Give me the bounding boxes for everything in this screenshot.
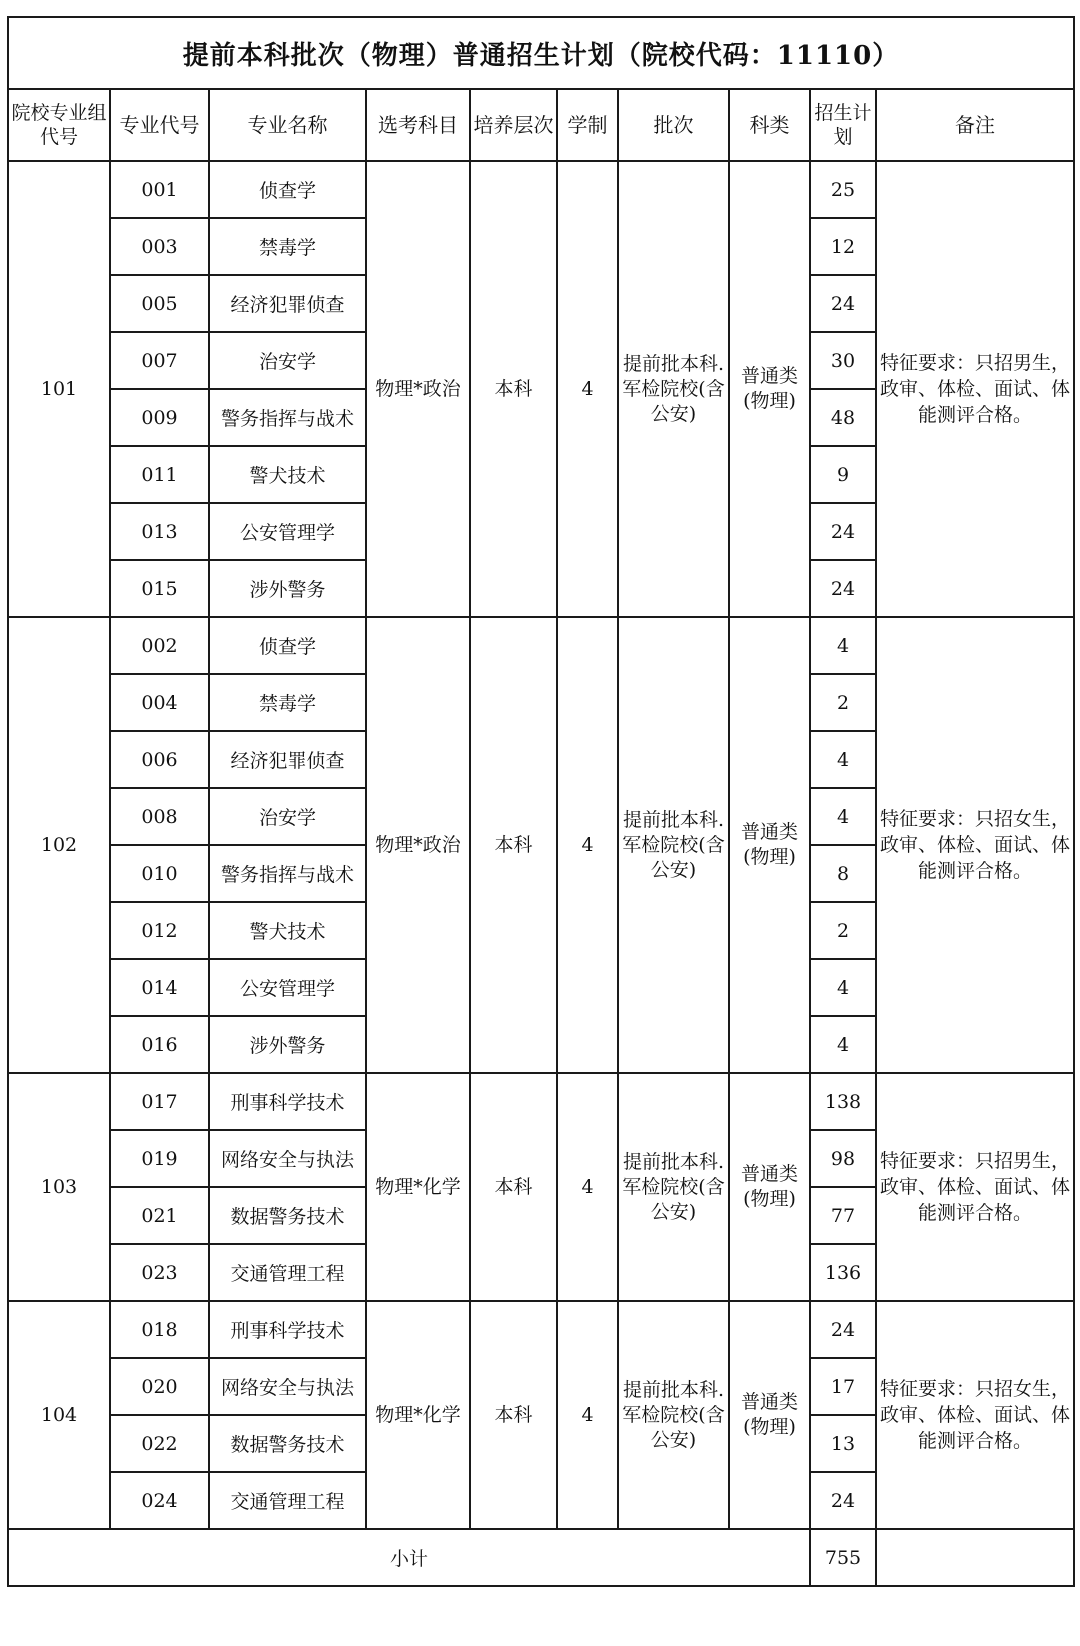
major-code-cell: 006: [110, 731, 209, 788]
major-code-cell: 004: [110, 674, 209, 731]
subtotal-row: [8, 1529, 1074, 1586]
subtotal-value: 755: [810, 1529, 876, 1586]
major-code-cell: 020: [110, 1358, 209, 1415]
header-major-name: 专业名称: [209, 89, 366, 161]
plan-cell: 24: [810, 275, 876, 332]
header-row: [8, 89, 1074, 161]
major-code-cell: 014: [110, 959, 209, 1016]
category-cell: 普通类(物理): [729, 1073, 810, 1301]
level-cell: 本科: [470, 161, 557, 617]
major-name-cell: 交通管理工程: [209, 1472, 366, 1529]
major-name-cell: 警务指挥与战术: [209, 845, 366, 902]
table-row: [8, 161, 1074, 218]
major-code-cell: 009: [110, 389, 209, 446]
remark-cell: 特征要求：只招男生，政审、体检、面试、体能测评合格。: [876, 161, 1074, 617]
major-name-cell: 公安管理学: [209, 503, 366, 560]
group-code-cell: 103: [8, 1073, 110, 1301]
plan-cell: 30: [810, 332, 876, 389]
plan-cell: 24: [810, 1472, 876, 1529]
major-name-cell: 网络安全与执法: [209, 1358, 366, 1415]
batch-cell: 提前批本科.军检院校(含公安): [618, 617, 729, 1073]
plan-cell: 9: [810, 446, 876, 503]
subtotal-remark-empty: [876, 1529, 1074, 1586]
major-name-cell: 治安学: [209, 332, 366, 389]
major-name-cell: 涉外警务: [209, 560, 366, 617]
major-code-cell: 015: [110, 560, 209, 617]
major-code-cell: 023: [110, 1244, 209, 1301]
level-cell: 本科: [470, 1073, 557, 1301]
table-row: [8, 617, 1074, 674]
major-code-cell: 012: [110, 902, 209, 959]
subjects-cell: 物理*化学: [366, 1301, 470, 1529]
remark-cell: 特征要求：只招女生，政审、体检、面试、体能测评合格。: [876, 617, 1074, 1073]
plan-cell: 2: [810, 902, 876, 959]
plan-cell: 24: [810, 1301, 876, 1358]
major-code-cell: 024: [110, 1472, 209, 1529]
subjects-cell: 物理*政治: [366, 161, 470, 617]
major-name-cell: 警犬技术: [209, 902, 366, 959]
enrollment-plan-sheet: [7, 16, 1073, 1587]
major-name-cell: 警务指挥与战术: [209, 389, 366, 446]
header-subjects: 选考科目: [366, 89, 470, 161]
header-plan: 招生计划: [810, 89, 876, 161]
major-code-cell: 005: [110, 275, 209, 332]
major-name-cell: 数据警务技术: [209, 1415, 366, 1472]
major-code-cell: 019: [110, 1130, 209, 1187]
major-name-cell: 经济犯罪侦查: [209, 275, 366, 332]
table-row: [8, 1073, 1074, 1130]
plan-cell: 24: [810, 503, 876, 560]
major-name-cell: 公安管理学: [209, 959, 366, 1016]
header-batch: 批次: [618, 89, 729, 161]
plan-cell: 48: [810, 389, 876, 446]
major-code-cell: 011: [110, 446, 209, 503]
major-name-cell: 交通管理工程: [209, 1244, 366, 1301]
major-code-cell: 017: [110, 1073, 209, 1130]
major-code-cell: 018: [110, 1301, 209, 1358]
subjects-cell: 物理*化学: [366, 1073, 470, 1301]
plan-cell: 4: [810, 959, 876, 1016]
major-code-cell: 001: [110, 161, 209, 218]
group-code-cell: 104: [8, 1301, 110, 1529]
major-name-cell: 经济犯罪侦查: [209, 731, 366, 788]
plan-cell: 25: [810, 161, 876, 218]
header-level: 培养层次: [470, 89, 557, 161]
plan-cell: 24: [810, 560, 876, 617]
major-code-cell: 008: [110, 788, 209, 845]
header-remark: 备注: [876, 89, 1074, 161]
major-name-cell: 禁毒学: [209, 674, 366, 731]
major-name-cell: 涉外警务: [209, 1016, 366, 1073]
header-category: 科类: [729, 89, 810, 161]
remark-cell: 特征要求：只招女生，政审、体检、面试、体能测评合格。: [876, 1301, 1074, 1529]
plan-cell: 136: [810, 1244, 876, 1301]
years-cell: 4: [557, 1301, 618, 1529]
major-name-cell: 警犬技术: [209, 446, 366, 503]
remark-cell: 特征要求：只招男生，政审、体检、面试、体能测评合格。: [876, 1073, 1074, 1301]
plan-cell: 12: [810, 218, 876, 275]
major-code-cell: 022: [110, 1415, 209, 1472]
header-years: 学制: [557, 89, 618, 161]
years-cell: 4: [557, 161, 618, 617]
major-name-cell: 治安学: [209, 788, 366, 845]
category-cell: 普通类(物理): [729, 1301, 810, 1529]
plan-cell: 77: [810, 1187, 876, 1244]
category-cell: 普通类(物理): [729, 617, 810, 1073]
group-code-cell: 101: [8, 161, 110, 617]
major-code-cell: 002: [110, 617, 209, 674]
plan-cell: 4: [810, 788, 876, 845]
plan-cell: 4: [810, 731, 876, 788]
major-name-cell: 刑事科学技术: [209, 1301, 366, 1358]
plan-cell: 138: [810, 1073, 876, 1130]
major-code-cell: 016: [110, 1016, 209, 1073]
plan-cell: 4: [810, 1016, 876, 1073]
major-name-cell: 网络安全与执法: [209, 1130, 366, 1187]
subjects-cell: 物理*政治: [366, 617, 470, 1073]
major-name-cell: 侦查学: [209, 161, 366, 218]
category-cell: 普通类(物理): [729, 161, 810, 617]
major-code-cell: 010: [110, 845, 209, 902]
years-cell: 4: [557, 617, 618, 1073]
plan-cell: 17: [810, 1358, 876, 1415]
batch-cell: 提前批本科.军检院校(含公安): [618, 1073, 729, 1301]
major-name-cell: 禁毒学: [209, 218, 366, 275]
major-name-cell: 数据警务技术: [209, 1187, 366, 1244]
plan-cell: 13: [810, 1415, 876, 1472]
table-row: [8, 1301, 1074, 1358]
plan-cell: 2: [810, 674, 876, 731]
major-code-cell: 003: [110, 218, 209, 275]
major-name-cell: 侦查学: [209, 617, 366, 674]
plan-cell: 8: [810, 845, 876, 902]
table-title: 提前本科批次（物理）普通招生计划（院校代码：11110）: [8, 17, 1074, 89]
level-cell: 本科: [470, 617, 557, 1073]
major-name-cell: 刑事科学技术: [209, 1073, 366, 1130]
level-cell: 本科: [470, 1301, 557, 1529]
header-group-code: 院校专业组代号: [8, 89, 110, 161]
major-code-cell: 013: [110, 503, 209, 560]
major-code-cell: 021: [110, 1187, 209, 1244]
group-code-cell: 102: [8, 617, 110, 1073]
batch-cell: 提前批本科.军检院校(含公安): [618, 1301, 729, 1529]
years-cell: 4: [557, 1073, 618, 1301]
major-code-cell: 007: [110, 332, 209, 389]
plan-cell: 4: [810, 617, 876, 674]
subtotal-label: 小计: [8, 1529, 810, 1586]
header-major-code: 专业代号: [110, 89, 209, 161]
enrollment-plan-table: [7, 16, 1075, 1587]
batch-cell: 提前批本科.军检院校(含公安): [618, 161, 729, 617]
plan-cell: 98: [810, 1130, 876, 1187]
